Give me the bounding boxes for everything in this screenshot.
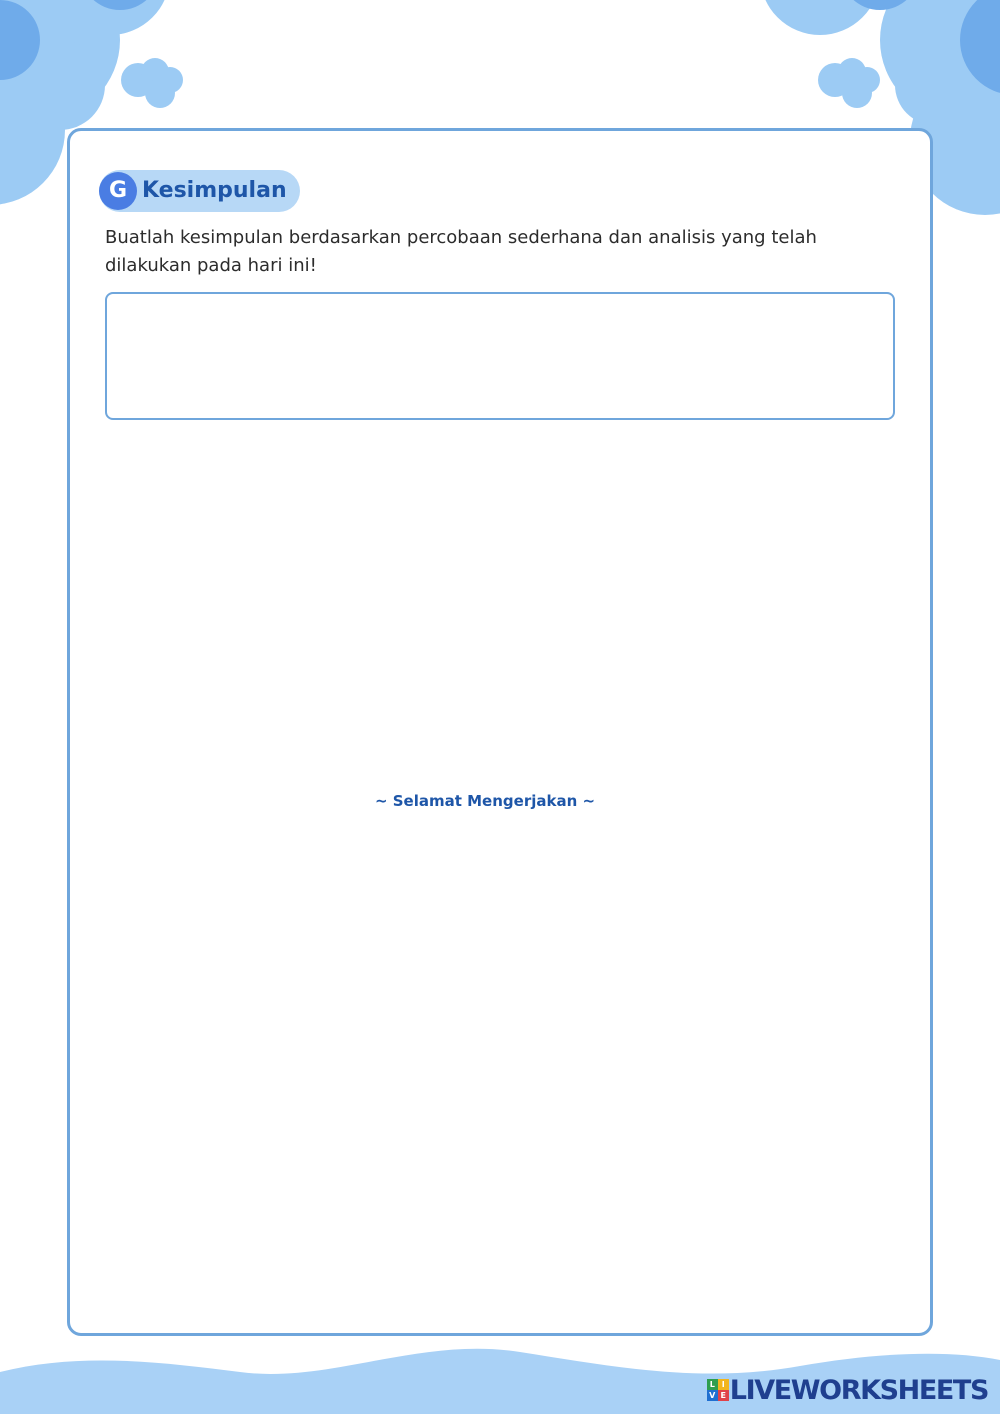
section-title: Kesimpulan [142, 178, 287, 203]
small-cloud-left-decoration [121, 58, 183, 108]
section-letter-badge: G [99, 172, 137, 210]
small-cloud-right-decoration [818, 58, 880, 108]
section-header [99, 170, 300, 212]
liveworksheets-logo [707, 1374, 988, 1406]
logo-mark-letter: V [707, 1390, 718, 1401]
brand-name: LIVEWORKSHEETS [729, 1374, 988, 1406]
closing-text: ~ Selamat Mengerjakan ~ [374, 792, 596, 810]
instruction-text: Buatlah kesimpulan berdasarkan percobaan sederhana dan analisis yang telah dilakukan pada hari ini! [105, 227, 817, 276]
logo-mark-letter: E [718, 1390, 729, 1401]
logo-mark-icon [707, 1379, 729, 1401]
answer-textarea[interactable] [105, 292, 895, 420]
logo-mark-letter: I [718, 1379, 729, 1390]
logo-mark-letter: L [707, 1379, 718, 1390]
